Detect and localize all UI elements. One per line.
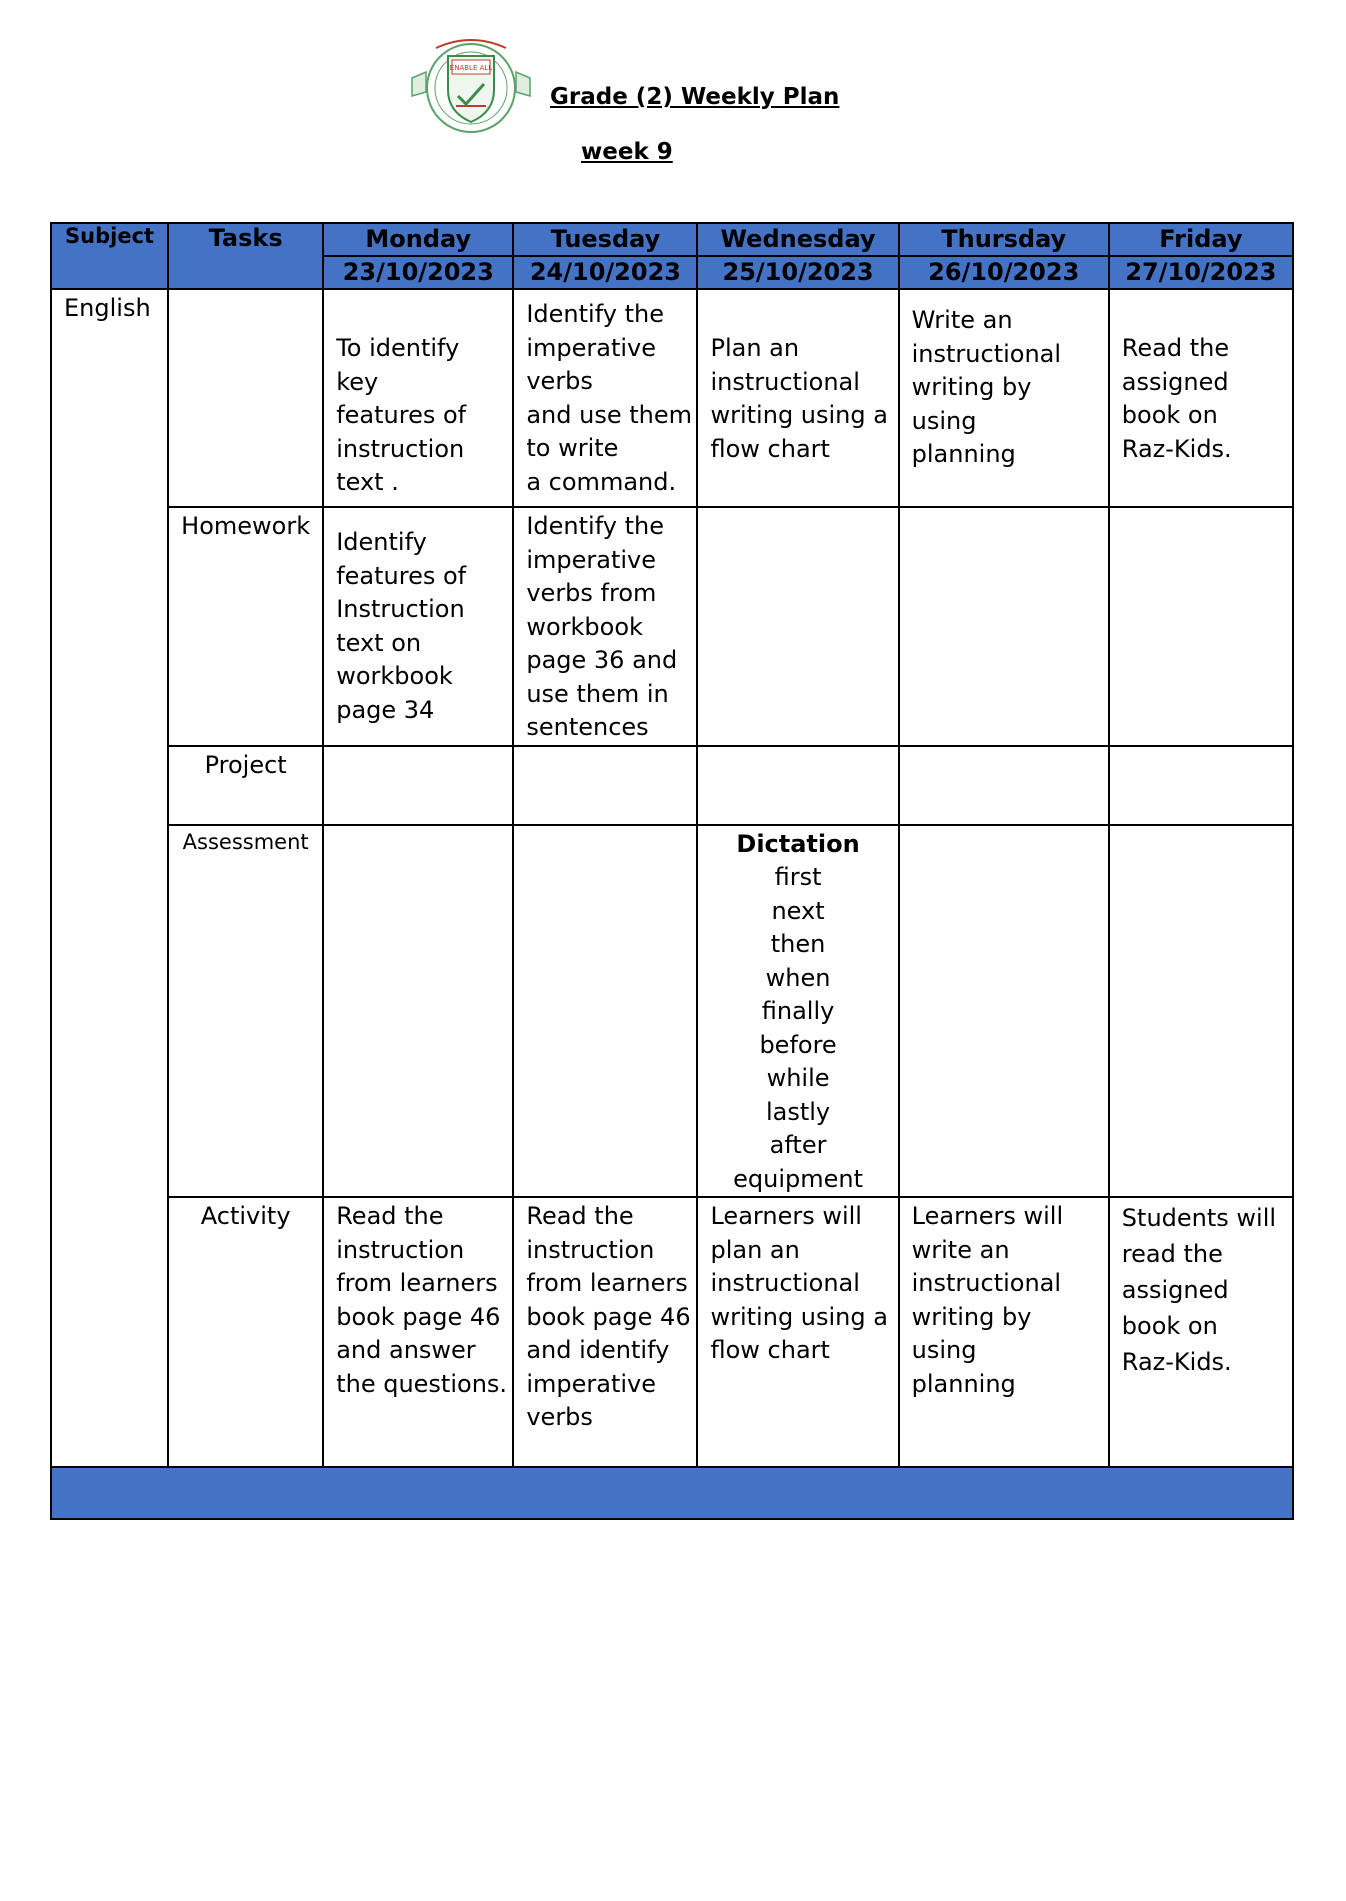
cell-tuesday [513,825,697,1198]
task-label-cell [168,289,323,507]
tasks-column-header: Tasks [168,223,323,289]
cell-tuesday: Identify the imperative verbs from workbook page 36 and use them in sentences [513,507,697,746]
dictation-word: after [769,1131,827,1159]
page-title: Grade (2) Weekly Plan [550,84,840,110]
dictation-word: then [770,930,826,958]
date-header-tuesday: 24/10/2023 [513,256,697,289]
task-label-activity: Activity [168,1197,323,1467]
dictation-word: when [765,963,831,992]
cell-tuesday: Identify the imperative verbs and use them to write a command. [513,289,697,507]
dictation-word: next [771,896,825,925]
cell-thursday [899,507,1109,746]
cell-thursday: Learners will write an instructional writing by using planning [899,1197,1109,1467]
cell-friday: Read the assigned book on Raz-Kids. [1109,289,1293,507]
cell-friday: Students will read the assigned book on Raz-Kids. [1109,1197,1293,1467]
school-logo [408,34,534,138]
cell-friday [1109,825,1293,1198]
subject-column-header: Subject [51,223,168,289]
cell-monday: Read the instruction from learners book page 46 and answer the questions. [323,1197,513,1467]
dictation-word: first [774,863,822,891]
dictation-word: before [759,1030,837,1059]
table-row [51,1197,1293,1467]
table-row [51,746,1293,825]
cell-monday: Identify features of Instruction text on workbook page 34 [323,507,513,746]
task-label-project: Project [168,746,323,825]
dictation-word: while [766,1064,830,1092]
footer-band-cell [51,1467,1293,1519]
cell-thursday: Write an instructional writing by using planning [899,289,1109,507]
dictation-word: finally [761,997,835,1025]
cell-wednesday [697,746,898,825]
cell-tuesday: Read the instruction from learners book page 46 and identify imperative verbs [513,1197,697,1467]
dictation-cell [697,825,898,1198]
cell-wednesday: Plan an instructional writing using a flow chart [697,289,898,507]
date-header-thursday: 26/10/2023 [899,256,1109,289]
cell-monday [323,825,513,1198]
header-row-days [51,223,1293,256]
dictation-word: equipment [733,1164,863,1193]
date-header-monday: 23/10/2023 [323,256,513,289]
day-header-thursday: Thursday [899,223,1109,256]
day-header-monday: Monday [323,223,513,256]
cell-thursday [899,825,1109,1198]
cell-thursday [899,746,1109,825]
cell-monday [323,746,513,825]
task-label-assessment: Assessment [168,825,323,1198]
date-header-friday: 27/10/2023 [1109,256,1293,289]
weekly-plan-table [50,222,1294,1520]
date-header-wednesday: 25/10/2023 [697,256,898,289]
subject-cell: English [51,289,168,1467]
table-row [51,507,1293,746]
week-label: week 9 [581,139,673,165]
cell-tuesday [513,746,697,825]
cell-friday [1109,507,1293,746]
logo-text: ENABLE ALL [449,64,493,72]
footer-band [51,1467,1293,1519]
dictation-word: lastly [765,1097,831,1126]
table-row [51,289,1293,507]
table-row [51,825,1293,1198]
cell-wednesday: Learners will plan an instructional writing using a flow chart [697,1197,898,1467]
cell-friday [1109,746,1293,825]
cell-wednesday [697,507,898,746]
cell-monday: To identify key features of instruction text . [323,289,513,507]
day-header-friday: Friday [1109,223,1293,256]
day-header-tuesday: Tuesday [513,223,697,256]
dictation-heading: Dictation [736,829,860,858]
day-header-wednesday: Wednesday [697,223,898,256]
task-label-homework: Homework [168,507,323,746]
